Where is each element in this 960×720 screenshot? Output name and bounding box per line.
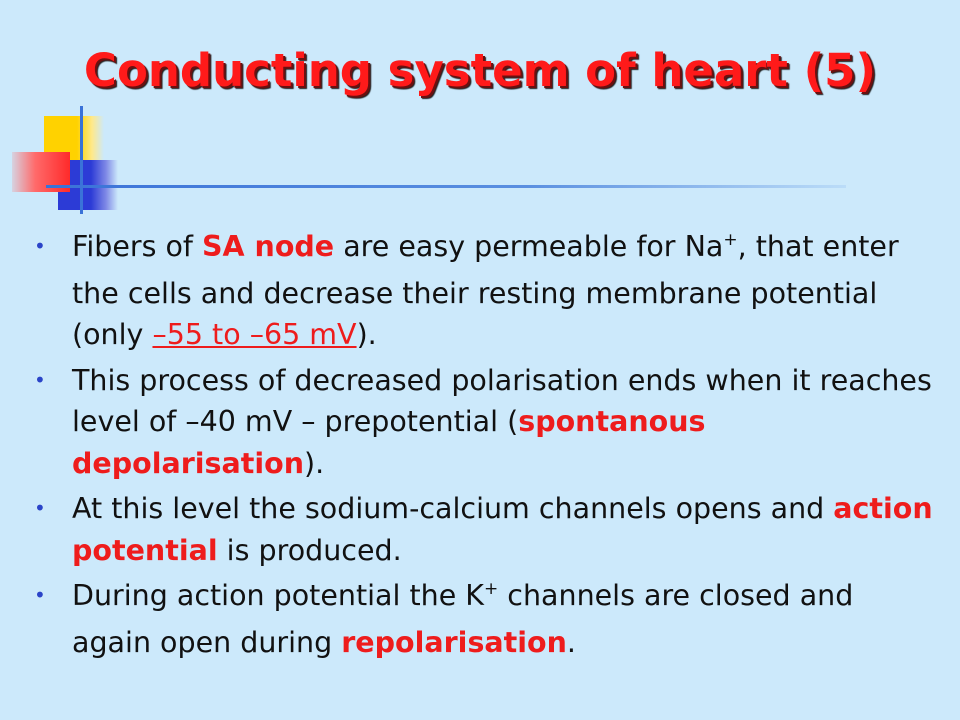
slide-title: Conducting system of heart (5) [83, 44, 877, 97]
bullet-item-action-potential: • At this level the sodium-calcium channels opens and action potential is produced. [30, 488, 940, 571]
bullet-dot-icon: • [34, 367, 46, 392]
decor-horizontal-line [46, 185, 846, 188]
decor-vertical-line [80, 106, 83, 214]
bullet-item-repolarisation: • During action potential the K+ channels are closed and again open during repolarisation. [30, 575, 940, 663]
potential-range-link[interactable]: –55 to –65 mV [152, 318, 357, 351]
superscript: + [723, 230, 738, 250]
highlight-text: spontanous depolarisation [72, 405, 706, 480]
superscript: + [484, 579, 499, 599]
bullet-item-depolarisation: • This process of decreased polarisation ends when it reaches level of –40 mV – prepotential (spontanous depolarisation). [30, 360, 940, 485]
bullet-dot-icon: • [34, 496, 46, 520]
highlight-text: SA node [202, 230, 335, 263]
bullet-item-sa-node: • Fibers of SA node are easy permeable for Na+, that enter the cells and decrease their resting membrane potential (only –55 to –65 mV). [30, 226, 940, 356]
highlight-text: repolarisation [341, 625, 567, 659]
bullet-list [30, 226, 940, 667]
bullet-dot-icon: • [34, 583, 46, 607]
bullet-dot-icon: • [34, 234, 46, 258]
highlight-text: action potential [72, 492, 933, 567]
